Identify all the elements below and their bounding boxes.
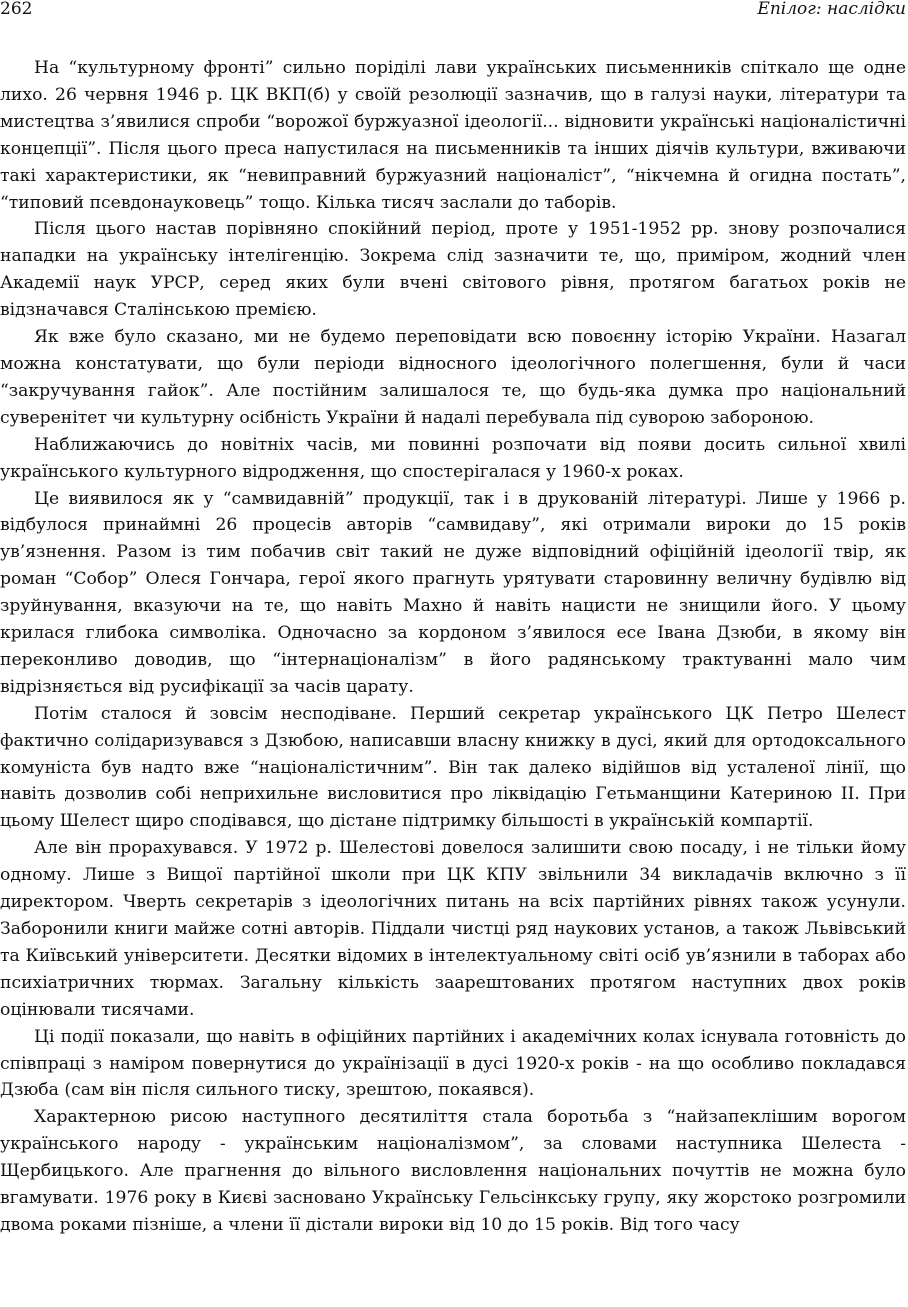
page-number: 262 [0,0,33,19]
running-title: Епілог: наслідки [757,0,906,19]
paragraph: Наближаючись до новітніх часів, ми повинні розпочати від появи досить сильної хвилі українського культурного відродження, що спостерігалася у 1960-х роках. [0,434,906,482]
paragraph: Як вже було сказано, ми не будемо переповідати всю повоєнну історію України. Назагал можна констатувати, що були періоди відносного ідеологічного полегшення, були й часи “закручування гайок”. Але постійним залишалося те, що будь-яка думка про національний суверенітет чи культурну осібність України й надалі перебувала під суворою забороною. [0,327,906,428]
paragraph: Характерною рисою наступного десятиліття стала боротьба з “найзапеклішим ворогом українського народу - українським націоналізмом”, за словами наступника Шелеста - Щербицького. Але прагнення до вільного висловлення національних почуттів не можна було вгамувати. 1976 року в Києві засновано Українську Гельсінкську групу, яку жорстоко розгромили двома роками пізніше, а члени її дістали вироки від 10 до 15 років. Від того часу [0,1107,906,1235]
running-header [0,0,906,20]
paragraph: Ці події показали, що навіть в офіційних партійних і академічних колах існувала готовність до співпраці з наміром повернутися до українізації в дусі 1920-х років - на що особливо покладався Дзюба (сам він після сильного тиску, зрештою, покаявся). [0,1026,906,1101]
paragraph: Це виявилося як у “самвидавній” продукції, так і в друкованій літературі. Лише у 1966 р. відбулося принаймні 26 процесів авторів “самвидаву”, які отримали вироки до 15 років ув’язнення. Разом із тим побачив світ такий не дуже відповідний офіційній ідеології твір, як роман “Собор” Олеся Гончара, герої якого прагнуть урятувати старовинну величну будівлю від зруйнування, вказуючи на те, що навіть Махно й навіть нацисти не знищили його. У цьому крилася глибока символіка. Одночасно за кордоном з’явилося есе Івана Дзюби, в якому він переконливо доводив, що “інтернаціоналізм” в його радянському трактуванні мало чим відрізняється від русифікації за часів царату. [0,488,906,697]
paragraph: Після цього настав порівняно спокійний період, проте у 1951-1952 рр. знову розпочалися нападки на українську інтелігенцію. Зокрема слід зазначити те, що, приміром, жодний член Академії наук УРСР, серед яких були вчені світового рівня, протягом багатьох років не відзначався Сталінською премією. [0,219,906,321]
paragraph: Потім сталося й зовсім несподіване. Перший секретар українського ЦК Петро Шелест фактично солідаризувався з Дзюбою, написавши власну книжку в дусі, який для ортодоксального комуніста був надто вже “націоналістичним”. Він так далеко відійшов від усталеної лінії, що навіть дозволив собі неприхильне висловитися про ліквідацію Гетьманщини Катериною II. При цьому Шелест щиро сподівався, що дістане підтримку більшості в українській компартії. [0,703,906,832]
paragraph: Але він прорахувався. У 1972 р. Шелестові довелося залишити свою посаду, і не тільки йому одному. Лише з Вищої партійної школи при ЦК КПУ звільнили 34 викладачів включно з її директором. Чверть секретарів з ідеологічних питань на всіх партійних рівнях також усунули. Заборонили книги майже сотні авторів. Піддали чистці ряд наукових установ, а також Львівський та Київський університети. Десятки відомих в інтелектуальному світі осіб ув’язнили в таборах або психіатричних тюрмах. Загальну кількість заарештованих протягом наступних двох років оцінювали тисячами. [0,838,906,1020]
paragraph: На “культурному фронті” сильно поріділі лави українських письменників спіткало ще одне лихо. 26 червня 1946 р. ЦК ВКП(б) у своїй резолюції зазначив, що в галузі науки, літератури та мистецтва з’явилися спроби “ворожої буржуазної ідеології... відновити українські націоналістичні концепції”. Після цього преса напустилася на письменників та інших діячів культури, вживаючи такі характеристики, як “невиправний буржуазний націоналіст”, “нікчемна й огидна постать”, “типовий псевдонауковець” тощо. Кілька тисяч заслали до таборів. [0,58,906,213]
body-text [0,55,906,1239]
